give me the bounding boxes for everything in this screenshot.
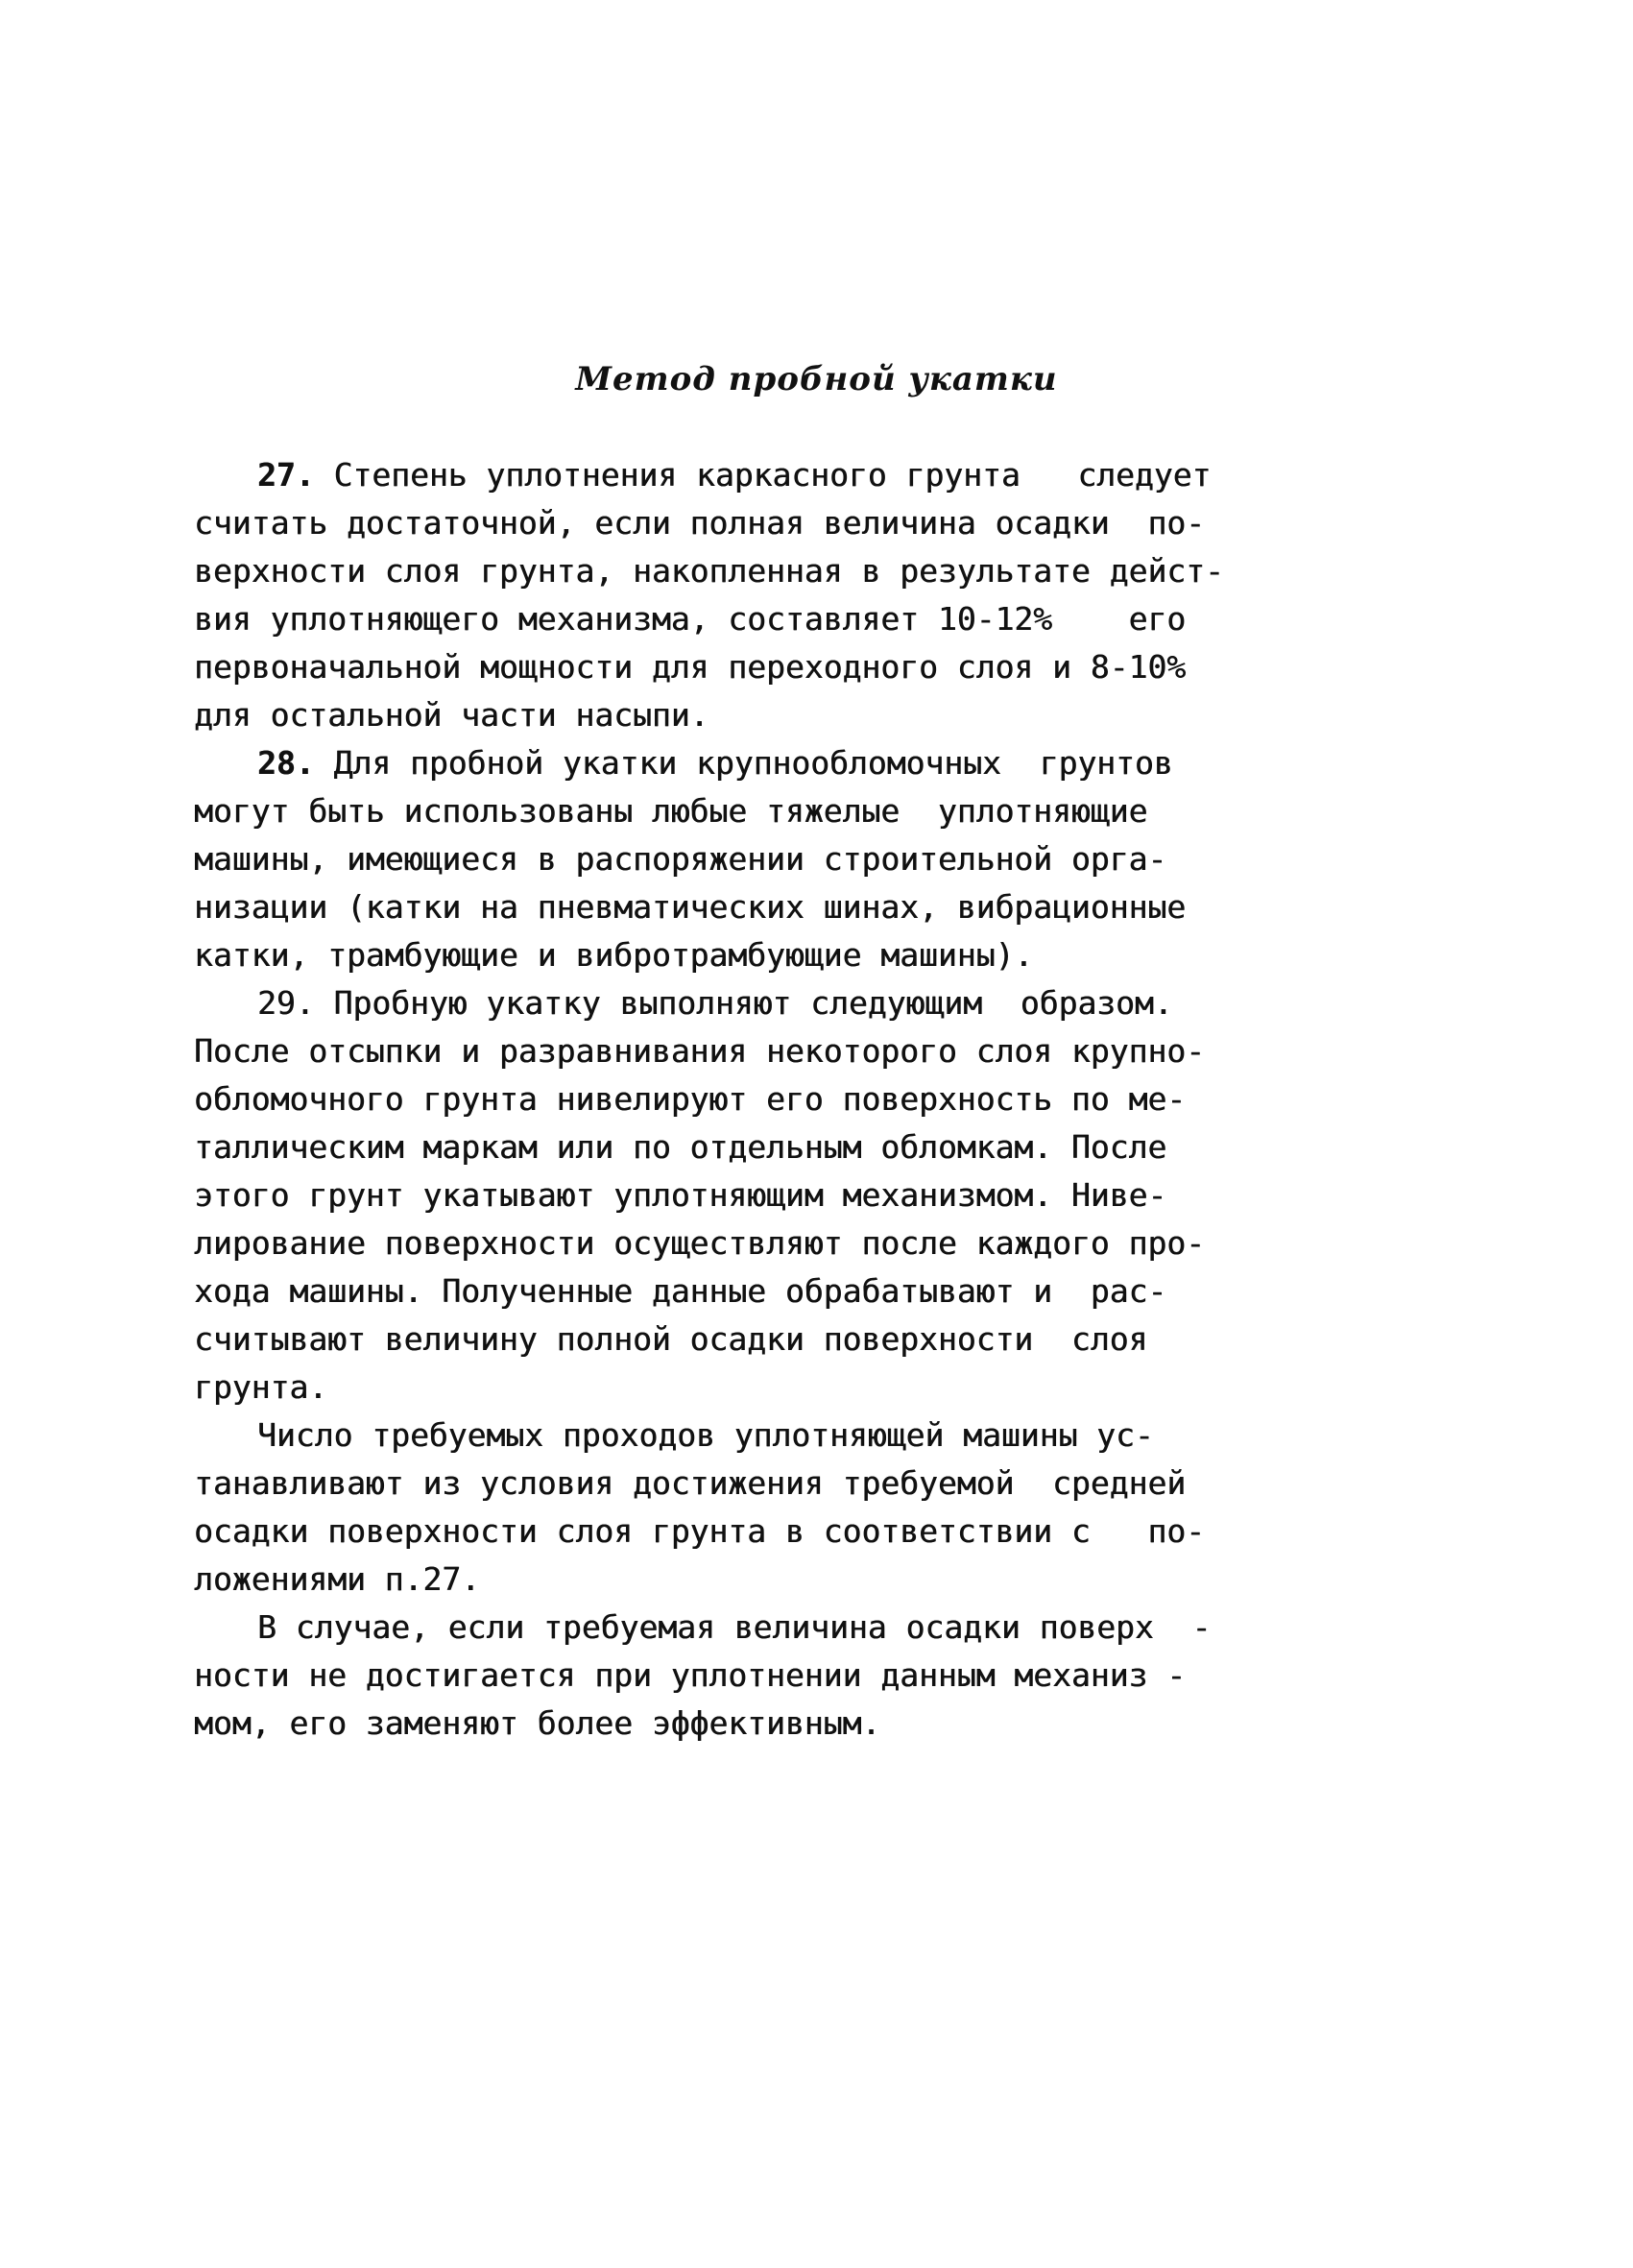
paragraph-number: 29. [257,984,315,1022]
paragraph-29-line-4: таллическим маркам или по отдельным обломкам. После [194,1128,1167,1166]
paragraph-29-line-6: лирование поверхности осуществляют после каждого про- [194,1224,1205,1262]
paragraph-27-line-2: считать достаточной, если полная величина осадки по- [194,504,1205,542]
paragraph-29-line-9: грунта. [194,1368,328,1406]
paragraph-28-line-3: машины, имеющиеся в распоряжении строительной орга- [194,840,1167,878]
paragraph-number: 28. [257,744,315,782]
paragraph-passes-line-4: ложениями п.27. [194,1560,481,1598]
paragraph-number: 27. [257,456,315,494]
paragraph-28-line-5: катки, трамбующие и вибротрамбующие машины). [194,936,1034,974]
paragraph-29-line-7: хода машины. Полученные данные обрабатывают и рас- [194,1272,1167,1310]
paragraph-passes-line-1: Число требуемых проходов уплотняющей машины ус- [257,1416,1154,1454]
paragraph-27-line-5: первоначальной мощности для переходного слоя и 8-10% [194,648,1187,686]
paragraph-passes-line-3: осадки поверхности слоя грунта в соответствии с по- [194,1512,1205,1550]
paragraph-29-line-2: После отсыпки и разравнивания некоторого слоя крупно- [194,1032,1205,1070]
paragraph-27-line-6: для остальной части насыпи. [194,696,709,734]
paragraph-29-line-5: этого грунт укатывают уплотняющим механизмом. Ниве- [194,1176,1167,1214]
paragraph-29-line-1 [257,979,1505,1027]
paragraph-29-line-3: обломочного грунта нивелируют его поверхность по ме- [194,1080,1187,1118]
paragraph-27-line-1 [257,451,1505,499]
paragraph-replacement-line-1: В случае, если требуемая величина осадки поверх - [257,1608,1212,1646]
paragraph-text: Пробную укатку выполняют следующим образом. [314,984,1173,1022]
section-heading: Метод пробной укатки [575,360,1058,398]
paragraph-replacement-line-2: ности не достигается при уплотнении данным механиз - [194,1656,1187,1694]
paragraph-28-line-4: низации (катки на пневматических шинах, вибрационные [194,888,1187,926]
paragraph-passes-line-2: танавливают из условия достижения требуемой средней [194,1464,1187,1502]
paragraph-27-line-4: вия уплотняющего механизма, составляет 10-12% его [194,600,1187,638]
paragraph-replacement-line-3: мом, его заменяют более эффективным. [194,1704,881,1742]
paragraph-text: Степень уплотнения каркасного грунта следует [314,456,1212,494]
paragraph-27-line-3: верхности слоя грунта, накопленная в результате дейст- [194,552,1224,590]
paragraph-28-line-2: могут быть использованы любые тяжелые уплотняющие [194,792,1148,830]
paragraph-29-line-8: считывают величину полной осадки поверхности слоя [194,1320,1148,1358]
paragraph-text: Для пробной укатки крупнообломочных грунтов [314,744,1173,782]
paragraph-28-line-1 [257,739,1505,787]
